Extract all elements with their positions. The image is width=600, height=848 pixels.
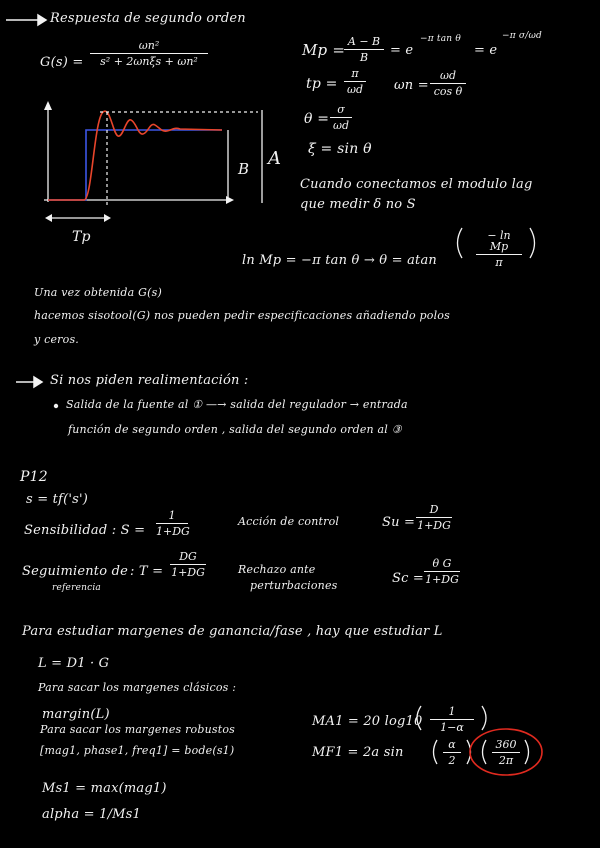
t-fraction: $\frac{DG}{1+DG}$ <box>171 550 205 579</box>
tp-fraction: $\frac{\pi}{\omega d}$ <box>344 68 366 95</box>
tracking-label-2: referencia <box>52 583 101 593</box>
mp-fraction: $\frac{A - B}{B}$ <box>344 36 384 63</box>
note-line-1: Cuando conectamos el modulo lag <box>300 177 533 192</box>
heading-arrow-icon <box>6 15 46 25</box>
ms-command: Ms1 = max(mag1) <box>42 781 167 796</box>
section-heading: Respuesta de segundo orden <box>50 11 246 26</box>
feedback-bullet-1: Salida de la fuente al ① —→ salida del regulador → entrada <box>66 398 408 411</box>
mp-exponent2: −π σ/ωd <box>502 31 542 41</box>
transfer-function-fraction: ωn² s² + 2ωnξs + ωn² <box>90 40 208 67</box>
disturbance-label-2: perturbaciones <box>250 579 338 592</box>
ma-lhs: MA1 = 20 log10 <box>312 714 423 729</box>
tracking-label: Seguimiento de <box>22 564 129 579</box>
mf-fraction: $\frac{\alpha}{2}$ <box>443 739 461 766</box>
t-lhs: : T = <box>130 564 164 579</box>
sc-fraction: $\frac{\text{θ G}}{1+DG}$ <box>425 557 459 586</box>
note-line-2: que medir δ no S <box>300 197 416 212</box>
l-definition: L = D1 · G <box>38 656 110 671</box>
alpha-command: alpha = 1/Ms1 <box>42 807 142 822</box>
robust-margins-line: Para sacar los margenes robustos <box>40 723 236 736</box>
mp-exponent1: −π tan θ <box>420 34 461 44</box>
s-definition: s = tf('s') <box>26 492 89 507</box>
paragraph-line-1: Una vez obtenida G(s) <box>34 286 162 299</box>
bullet-dot <box>54 404 58 408</box>
bode-command: [mag1, phase1, freq1] = bode(s1) <box>40 744 235 757</box>
theta-lhs: θ = <box>304 111 330 127</box>
tp-lhs: tp = <box>306 76 338 92</box>
transfer-function-lhs: G(s) = <box>40 55 84 70</box>
feedback-line: Si nos piden realimentación : <box>50 373 249 388</box>
disturbance-label: Rechazo ante <box>238 563 316 576</box>
paragraph-line-2: hacemos sisotool(G) nos pueden pedir especificaciones añadiendo polos <box>34 309 450 322</box>
classic-margins-line: Para sacar los margenes clásicos : <box>38 681 237 694</box>
mp-lhs: Mp = <box>302 41 346 59</box>
wn-lhs: ωn = <box>394 78 429 93</box>
sc-lhs: Sc = <box>392 571 425 586</box>
paragraph-line-3: y ceros. <box>34 333 80 346</box>
wn-fraction: $\frac{\omega d}{\text{cos θ}}$ <box>430 70 466 97</box>
ln-mp-fraction: $\frac{\text{− ln Mp}}{\pi}$ <box>476 230 522 268</box>
xi-equation: ξ = sin θ <box>308 141 372 157</box>
plot-response-curve <box>48 111 222 200</box>
mp-equals-exp2: = e <box>474 43 498 58</box>
sensitivity-lhs: Sensibilidad : S = <box>24 523 146 538</box>
plot-label-b: B <box>238 160 250 178</box>
mp-equals-exp1: = e <box>390 43 414 58</box>
feedback-arrow-icon <box>16 377 42 387</box>
step-response-plot <box>44 101 262 222</box>
plot-step-input <box>48 130 222 200</box>
su-fraction: $\frac{D}{1+DG}$ <box>417 503 451 532</box>
ma-fraction: $\frac{1}{1-\alpha}$ <box>430 706 474 733</box>
mf-lhs: MF1 = 2a sin <box>312 745 404 760</box>
plot-label-tp: Tp <box>72 229 91 245</box>
p12-heading: P12 <box>20 469 48 485</box>
ln-mp-formula: ln Mp = −π tan θ → θ = atan <box>242 253 437 268</box>
circled-fraction: $\frac{360}{2\pi}$ <box>492 739 520 766</box>
margins-line: Para estudiar margenes de ganancia/fase , hay que estudiar L <box>22 624 443 639</box>
su-lhs: Su = <box>382 515 416 530</box>
margin-command: margin(L) <box>42 707 110 722</box>
control-action-label: Acción de control <box>238 515 340 528</box>
feedback-bullet-2: función de segundo orden , salida del segundo orden al ③ <box>68 423 402 436</box>
plot-label-a: A <box>268 148 282 169</box>
theta-fraction: $\frac{\sigma}{\omega d}$ <box>330 104 352 131</box>
sensitivity-fraction: $\frac{1}{1+DG}$ <box>156 509 190 538</box>
